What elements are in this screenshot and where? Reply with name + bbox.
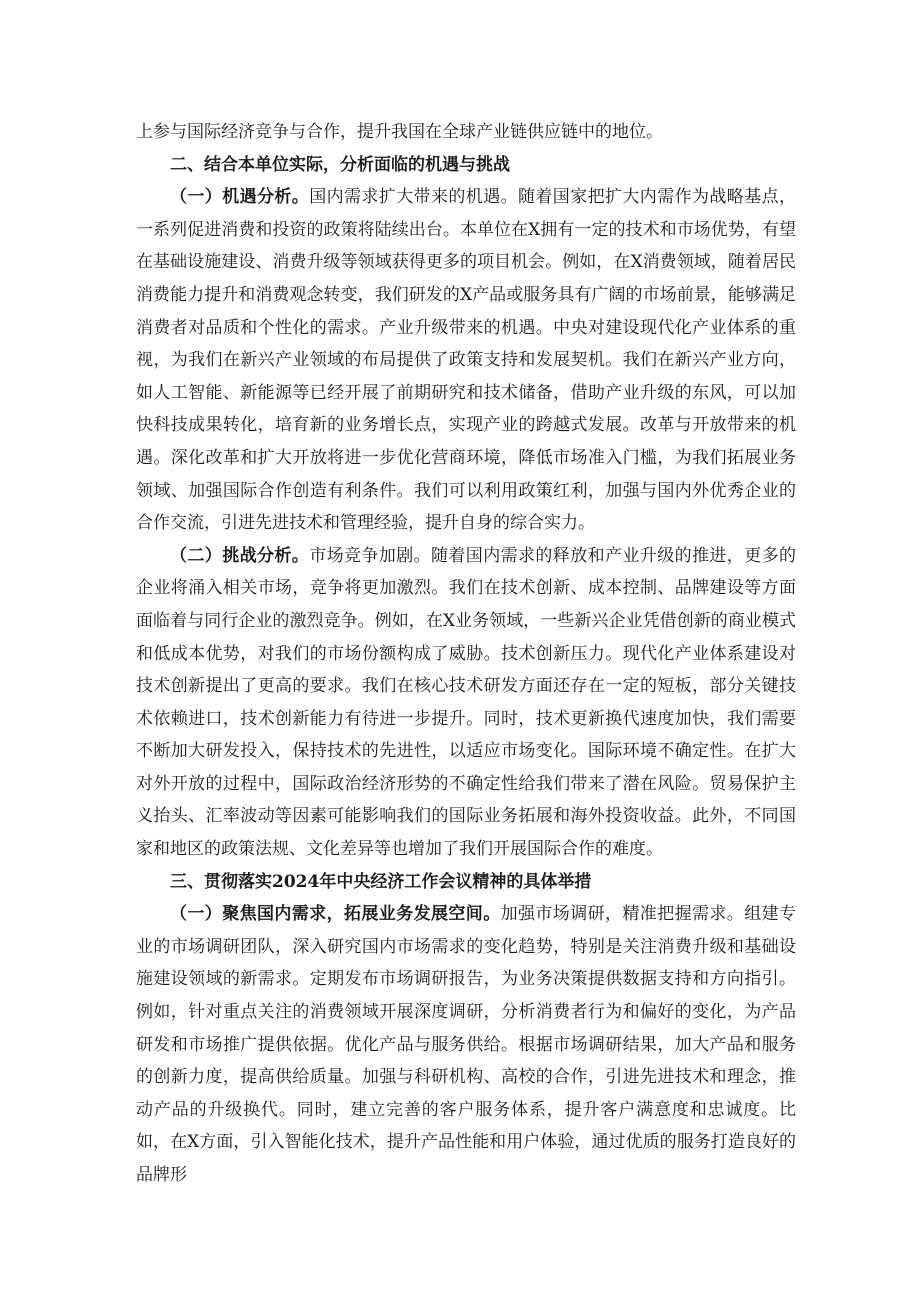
paragraph-continuation: 上参与国际经济竞争与合作，提升我国在全球产业链供应链中的地位。 xyxy=(136,122,663,142)
paragraph-text: 国内需求扩大带来的机遇。随着国家把扩大内需作为战略基点，一系列促进消费和投资的政策将陆续出台。本单位在X拥有一定的技术和市场优势，有望在基础设施建设、消费升级等领域获得更多的项目机会。例如，在X消费领域，随着居民消费能力提升和消费观念转变，我们研发的X产品或服务具有广阔的市场前景，能够满足消费者对品质和个性化的需求。产业升级带来的机遇。中央对建设现代化产业体系的重视，为我们在新兴产业领域的布局提供了政策支持和发展契机。我们在新兴产业方向，如人工智能、新能源等已经开展了前期研究和技术储备，借助产业升级的东风，可以加快科技成果转化，培育新的业务增长点，实现产业的跨越式发展。改革与开放带来的机遇。深化改革和扩大开放将进一步优化营商环境，降低市场准入门槛，为我们拓展业务领域、加强国际合作创造有利条件。我们可以利用政策红利，加强与国内外优秀企业的合作交流，引进先进技术和管理经验，提升自身的综合实力。 xyxy=(136,187,797,534)
paragraph-domestic-demand xyxy=(136,898,796,1191)
paragraph-lead: （一）机遇分析。 xyxy=(170,187,310,208)
document-body xyxy=(136,116,796,1192)
section-heading-3: 三、贯彻落实2024年中央经济工作会议精神的具体举措 xyxy=(170,871,592,892)
paragraph-challenges xyxy=(136,540,796,866)
section-heading-2: 二、结合本单位实际，分析面临的机遇与挑战 xyxy=(170,154,510,175)
paragraph-text: 市场竞争加剧。随着国内需求的释放和产业升级的推进，更多的企业将涌入相关市场，竞争将更加激烈。我们在技术创新、成本控制、品牌建设等方面面临着与同行企业的激烈竞争。例如，在X业务领域，一些新兴企业凭借创新的商业模式和低成本优势，对我们的市场份额构成了威胁。技术创新压力。现代化产业体系建设对技术创新提出了更高的要求。我们在核心技术研发方面还存在一定的短板，部分关键技术依赖进口，技术创新能力有待进一步提升。同时，技术更新换代速度加快，我们需要不断加大研发投入，保持技术的先进性，以适应市场变化。国际环境不确定性。在扩大对外开放的过程中，国际政治经济形势的不确定性给我们带来了潜在风险。贸易保护主义抬头、汇率波动等因素可能影响我们的国际业务拓展和海外投资收益。此外，不同国家和地区的政策法规、文化差异等也增加了我们开展国际合作的难度。 xyxy=(136,545,797,860)
paragraph-opportunities xyxy=(136,181,796,540)
paragraph-lead: （一）聚焦国内需求，拓展业务发展空间。 xyxy=(170,904,501,925)
paragraph-lead: （二）挑战分析。 xyxy=(170,545,310,566)
paragraph-text: 加强市场调研，精准把握需求。组建专业的市场调研团队，深入研究国内市场需求的变化趋势，特别是关注消费升级和基础设施建设领域的新需求。定期发布市场调研报告，为业务决策提供数据支持和方向指引。例如，针对重点关注的消费领域开展深度调研，分析消费者行为和偏好的变化，为产品研发和市场推广提供依据。优化产品与服务供给。根据市场调研结果，加大产品和服务的创新力度，提高供给质量。加强与科研机构、高校的合作，引进先进技术和理念，推动产品的升级换代。同时，建立完善的客户服务体系，提升客户满意度和忠诚度。比如，在X方面，引入智能化技术，提升产品性能和用户体验，通过优质的服务打造良好的品牌形 xyxy=(136,904,797,1185)
